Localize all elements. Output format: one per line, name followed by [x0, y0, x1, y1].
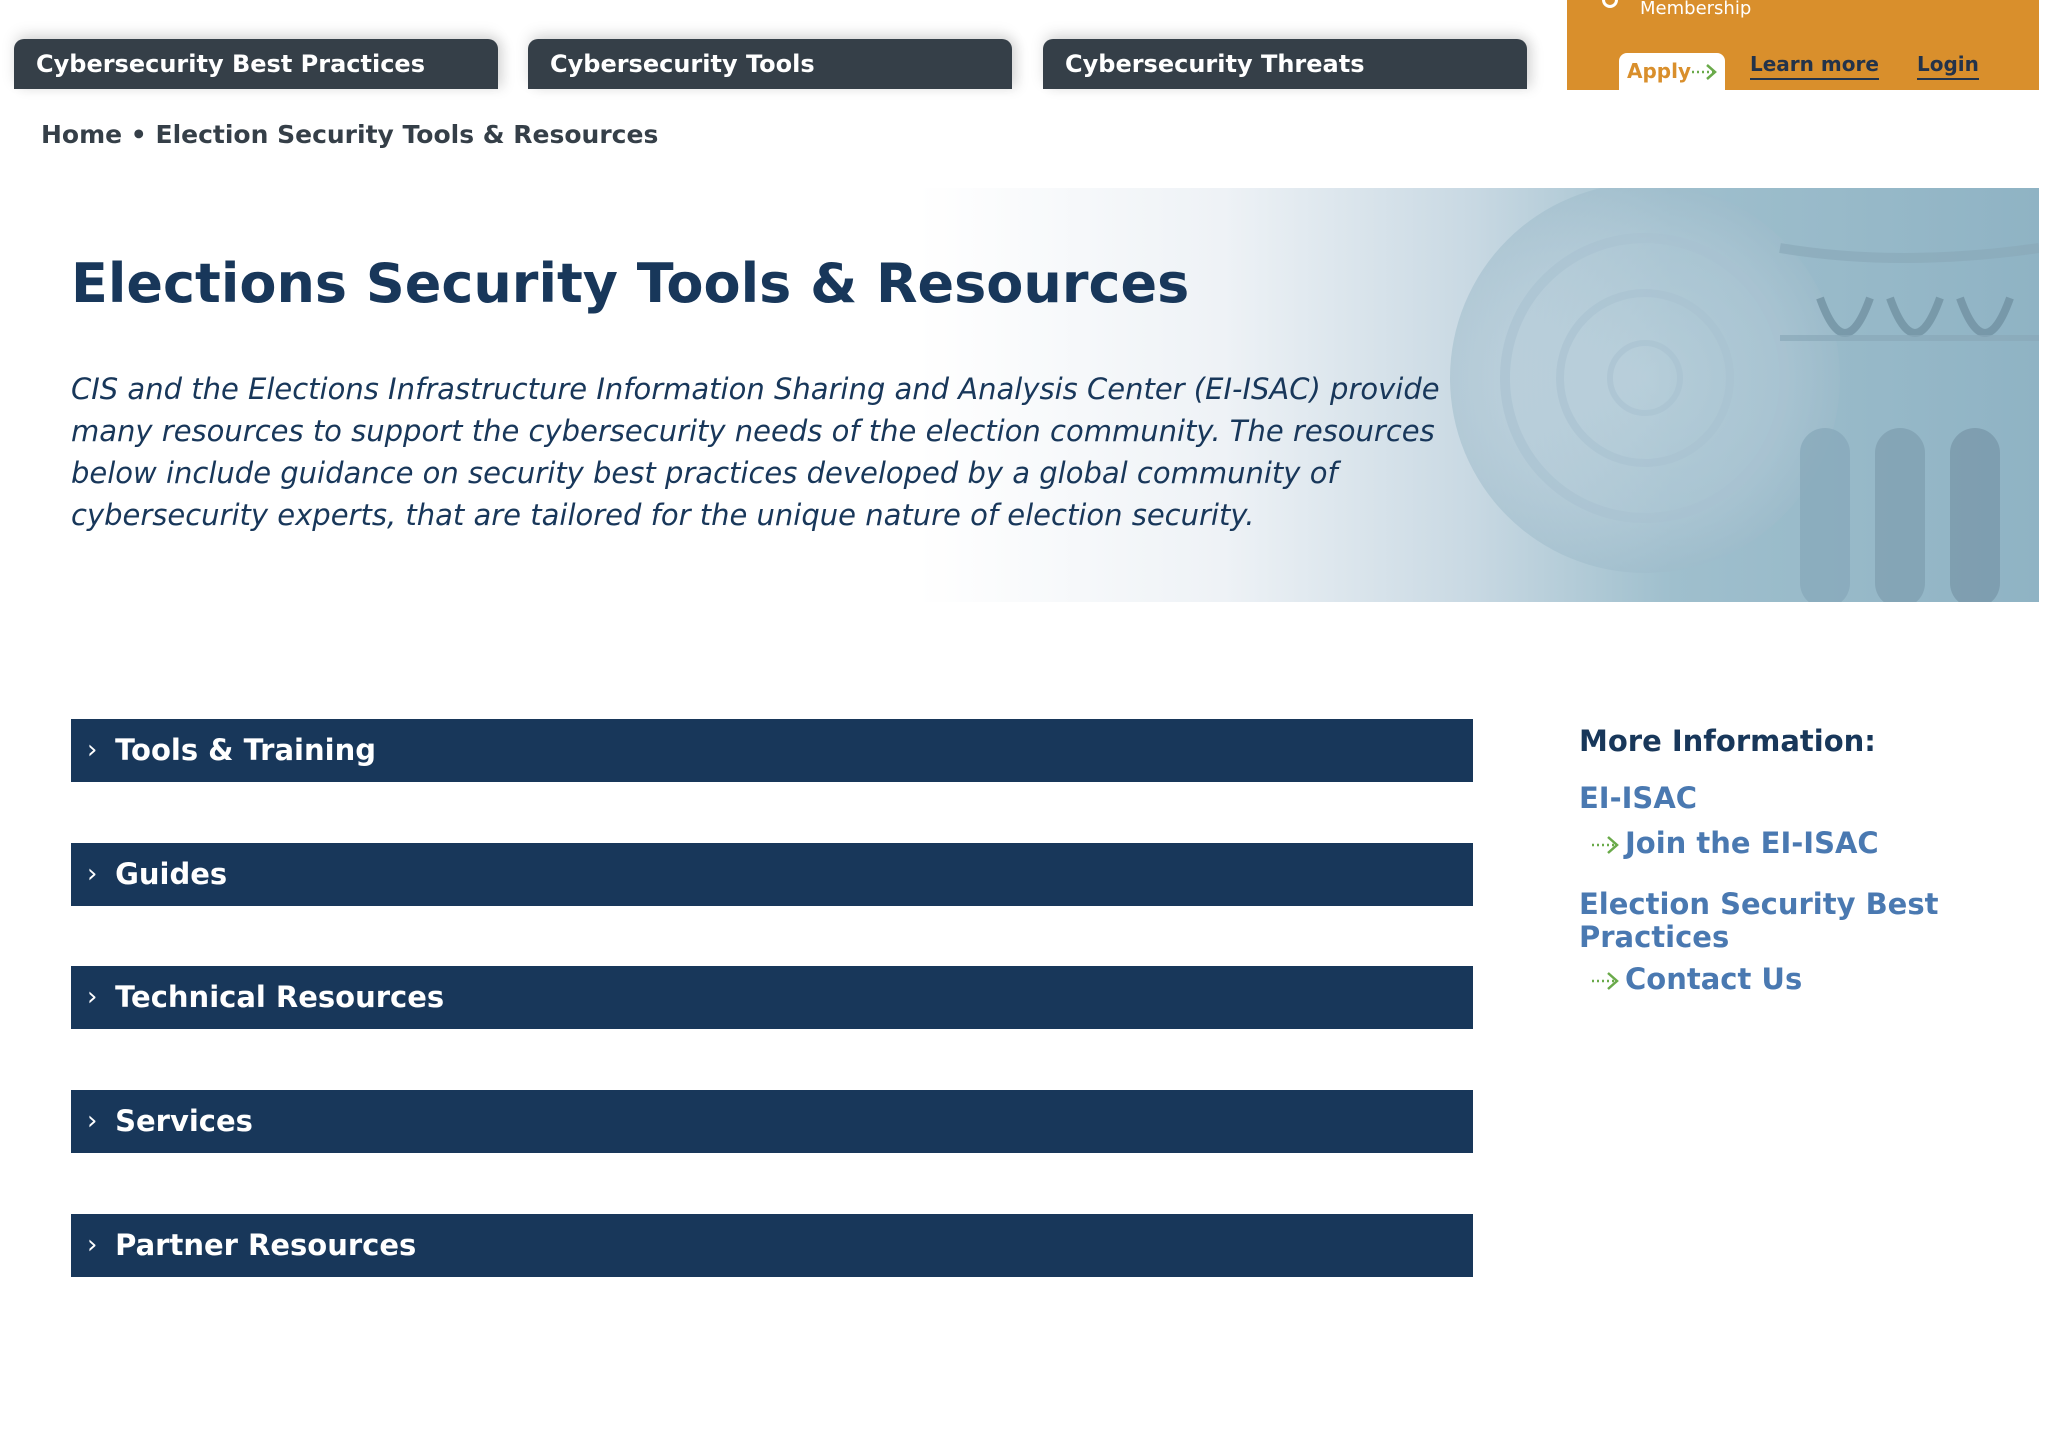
accordion-label: Partner Resources — [115, 1228, 417, 1262]
ei-isac-link[interactable]: EI-ISAC — [1579, 781, 1698, 815]
accordion-services[interactable] — [71, 1090, 1473, 1153]
join-ei-isac-label: Join the EI-ISAC — [1625, 826, 1879, 860]
dotted-arrow-right-icon — [1691, 62, 1719, 82]
accordion-label: Services — [115, 1104, 253, 1138]
login-link[interactable]: Login — [1917, 52, 1979, 80]
join-ei-isac-link[interactable] — [1591, 826, 1879, 860]
sidebar-heading: More Information: — [1579, 724, 1876, 758]
tab-cybersecurity-best-practices[interactable]: Cybersecurity Best Practices — [14, 39, 498, 89]
chevron-right-icon: › — [87, 982, 98, 1012]
ionic-column-image — [1420, 188, 2039, 602]
contact-us-label: Contact Us — [1625, 962, 1803, 996]
page-title: Elections Security Tools & Resources — [71, 252, 1190, 315]
election-security-best-practices-link[interactable]: Election Security Best Practices — [1579, 887, 1939, 954]
breadcrumb[interactable]: Home • Election Security Tools & Resources — [41, 120, 659, 149]
accordion-label: Tools & Training — [115, 733, 376, 767]
membership-panel — [1567, 0, 2039, 90]
chevron-right-icon: › — [87, 859, 98, 889]
membership-icon — [1602, 0, 1618, 8]
accordion-tools-training[interactable] — [71, 719, 1473, 782]
chevron-right-icon: › — [87, 1106, 98, 1136]
apply-label: Apply — [1627, 59, 1692, 83]
hero-banner — [0, 188, 2039, 602]
chevron-right-icon: › — [87, 1230, 98, 1260]
contact-us-link[interactable] — [1591, 962, 1802, 996]
accordion-partner-resources[interactable] — [71, 1214, 1473, 1277]
dotted-arrow-right-icon — [1591, 970, 1621, 992]
chevron-right-icon: › — [87, 735, 98, 765]
accordion-label: Guides — [115, 857, 228, 891]
dotted-arrow-right-icon — [1591, 834, 1621, 856]
accordion-technical-resources[interactable] — [71, 966, 1473, 1029]
learn-more-link[interactable]: Learn more — [1750, 52, 1879, 80]
tab-cybersecurity-tools[interactable]: Cybersecurity Tools — [528, 39, 1012, 89]
top-navigation — [0, 0, 2048, 92]
accordion-label: Technical Resources — [115, 980, 445, 1014]
accordion-guides[interactable] — [71, 843, 1473, 906]
membership-label: Membership — [1640, 0, 1752, 19]
apply-button[interactable] — [1619, 53, 1725, 90]
tab-cybersecurity-threats[interactable]: Cybersecurity Threats — [1043, 39, 1527, 89]
page-intro: CIS and the Elections Infrastructure Information Sharing and Analysis Center (EI-ISAC) provide many resources to support the cybersecurity needs of the election community. The resources below include guidance on security best practices developed by a global community of cybersecurity experts, that are tailored for the unique nature of election security. — [71, 372, 1440, 532]
